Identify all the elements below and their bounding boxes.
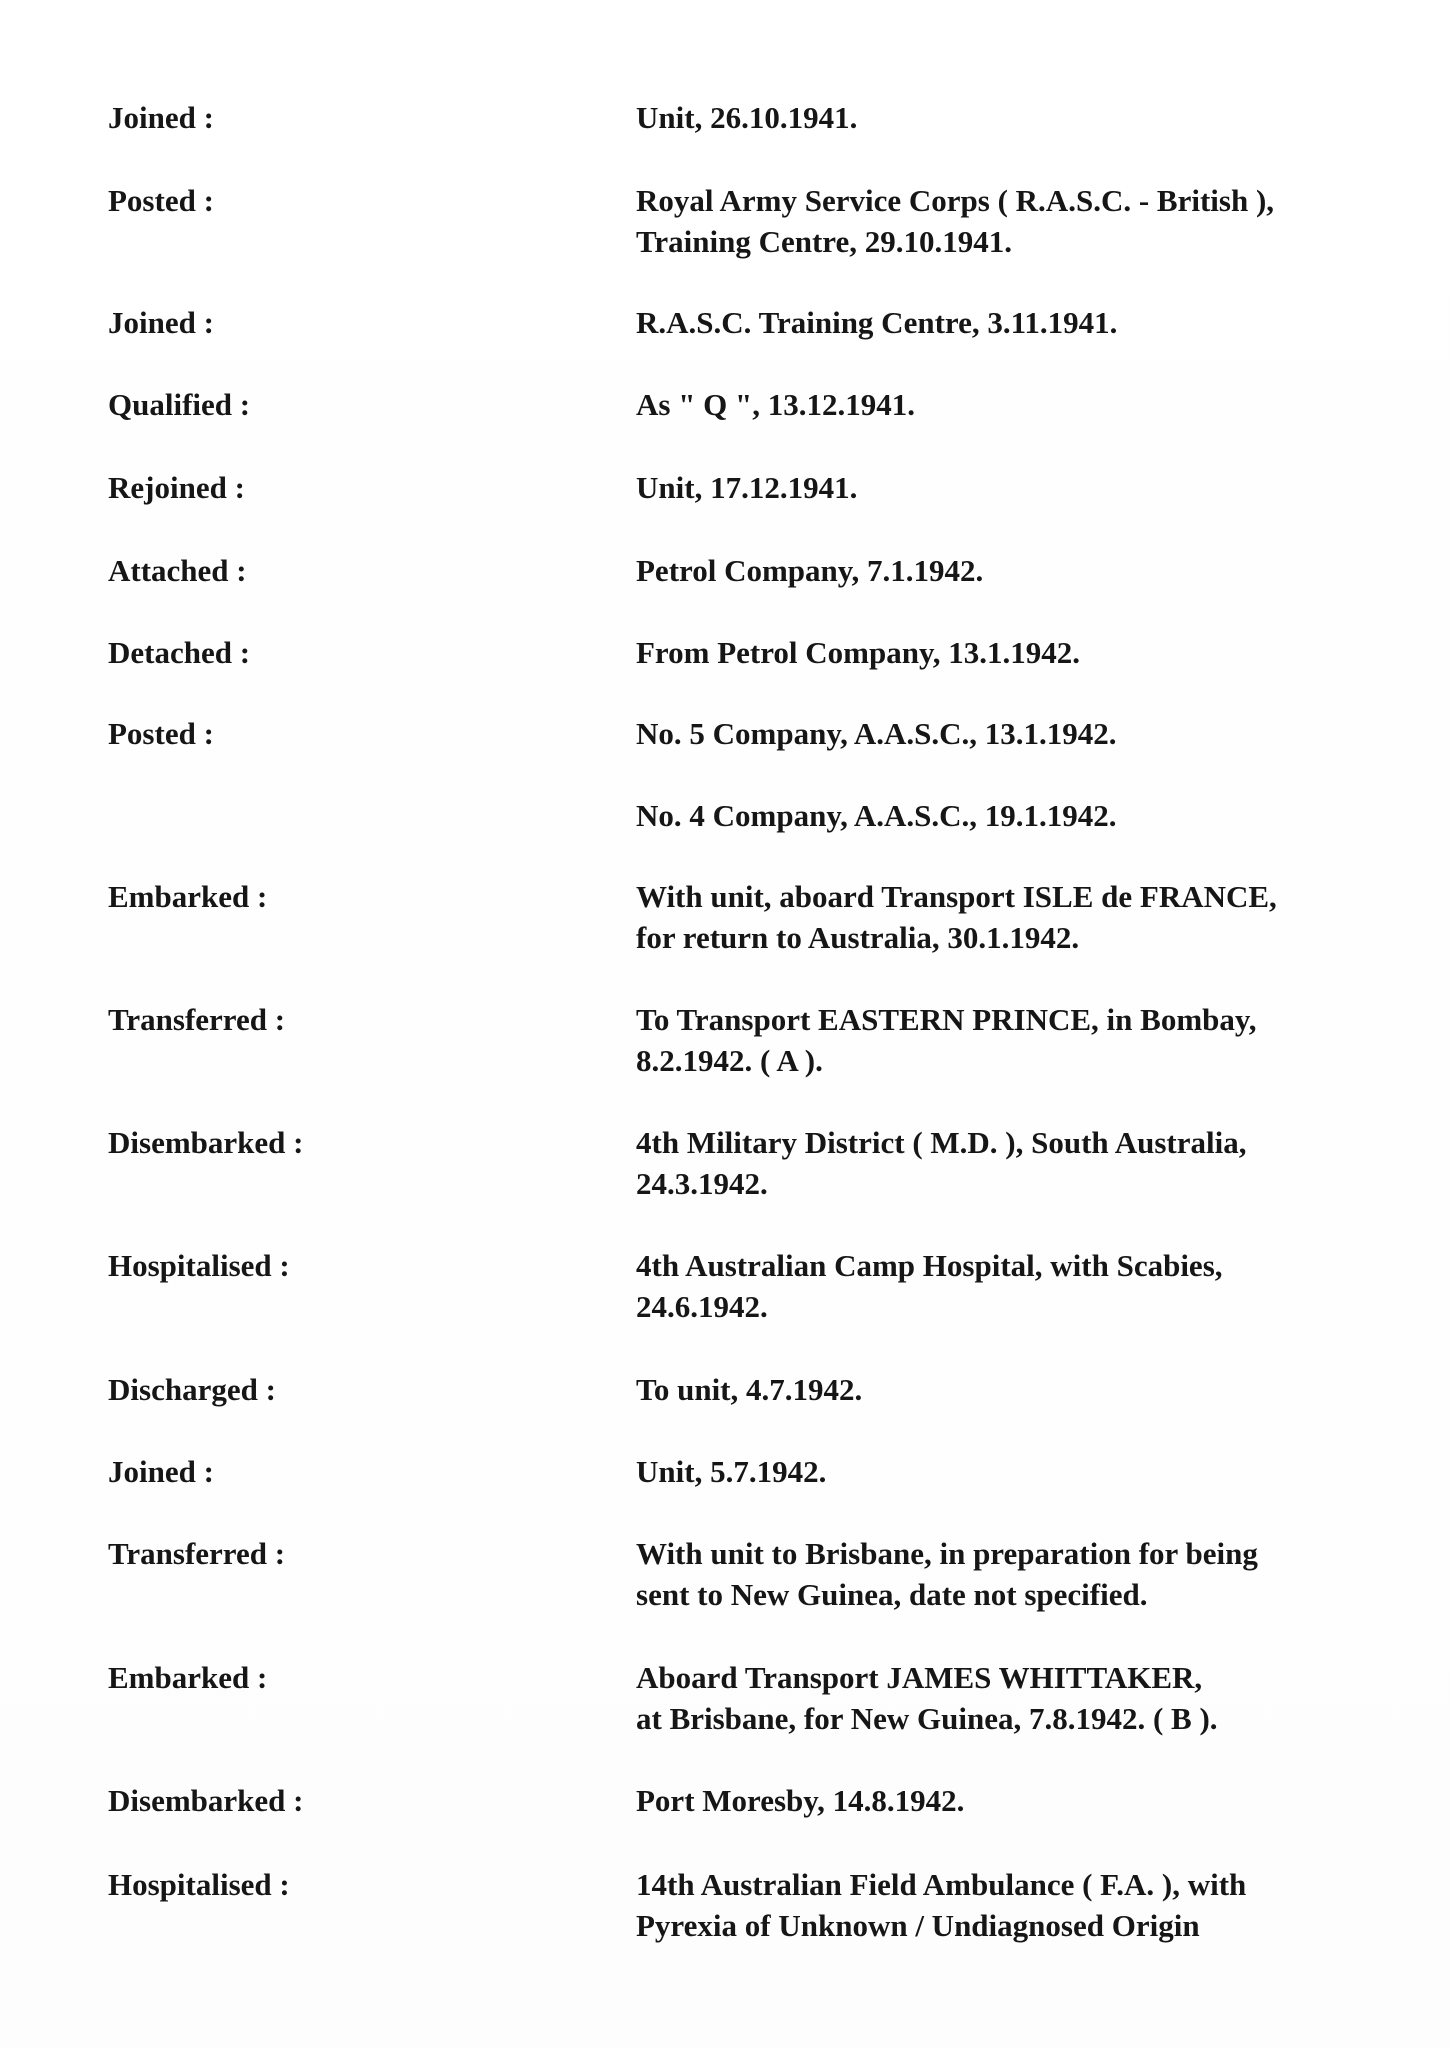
entry-value [636,1451,1396,1492]
entry-value-line: To unit, 4.7.1942. [636,1372,863,1407]
entry-value [636,1780,1396,1821]
entry-label: Disembarked : [108,1125,304,1160]
entry-value [636,384,1396,425]
entry-value [636,876,1396,958]
entry-label: Embarked : [108,1660,268,1695]
entry-value [636,1533,1396,1615]
entry-value [636,632,1396,673]
entry-value-line: 14th Australian Field Ambulance ( F.A. ), with [636,1867,1247,1902]
entry-value-line: As " Q ", 13.12.1941. [636,387,915,422]
entry-value [636,999,1396,1081]
entry-value-line: To Transport EASTERN PRINCE, in Bombay, [636,1002,1257,1037]
entry-value [636,1657,1396,1739]
entry-label: Joined : [108,305,214,340]
entry-value [636,302,1396,343]
entry-value-line: Training Centre, 29.10.1941. [636,224,1013,259]
entry-label: Rejoined : [108,470,245,505]
entry-value [636,97,1396,138]
entry-label: Hospitalised : [108,1867,290,1902]
entry-value-line: From Petrol Company, 13.1.1942. [636,635,1081,670]
entry-value [636,1864,1396,1946]
entry-value-line: Aboard Transport JAMES WHITTAKER, [636,1660,1203,1695]
entry-label: Joined : [108,1454,214,1489]
entry-label: Posted : [108,183,214,218]
entry-value [636,1369,1396,1410]
entry-value-line: With unit to Brisbane, in preparation for being [636,1536,1258,1571]
entry-value-line: Petrol Company, 7.1.1942. [636,553,984,588]
entry-label: Hospitalised : [108,1248,290,1283]
entry-value [636,795,1396,836]
entry-label: Discharged : [108,1372,276,1407]
entry-value-line: 4th Australian Camp Hospital, with Scabies, [636,1248,1223,1283]
entry-label: Disembarked : [108,1783,304,1818]
entry-value-line: R.A.S.C. Training Centre, 3.11.1941. [636,305,1118,340]
entry-label: Posted : [108,716,214,751]
entry-value [636,1122,1396,1204]
entry-value [636,713,1396,754]
entry-value-line: 24.3.1942. [636,1166,768,1201]
entry-label: Embarked : [108,879,268,914]
entry-value-line: 24.6.1942. [636,1289,768,1324]
entry-label: Detached : [108,635,251,670]
entry-value-line: Pyrexia of Unknown / Undiagnosed Origin [636,1908,1200,1943]
entry-label: Transferred : [108,1536,286,1571]
entry-value-line: Unit, 5.7.1942. [636,1454,827,1489]
entry-label: Qualified : [108,387,251,422]
entry-value [636,467,1396,508]
entry-value [636,1245,1396,1327]
entry-label: Transferred : [108,1002,286,1037]
entry-value-line: sent to New Guinea, date not specified. [636,1577,1148,1612]
entry-value-line: Unit, 17.12.1941. [636,470,858,505]
entry-value-line: 4th Military District ( M.D. ), South Australia, [636,1125,1247,1160]
entry-value-line: Port Moresby, 14.8.1942. [636,1783,965,1818]
entry-value-line: No. 5 Company, A.A.S.C., 13.1.1942. [636,716,1117,751]
entry-value-line: at Brisbane, for New Guinea, 7.8.1942. ( B ). [636,1701,1218,1736]
entry-value [636,550,1396,591]
entry-label: Joined : [108,100,214,135]
entry-value-line: Royal Army Service Corps ( R.A.S.C. - British ), [636,183,1275,218]
entry-value-line: No. 4 Company, A.A.S.C., 19.1.1942. [636,798,1117,833]
entry-value-line: Unit, 26.10.1941. [636,100,858,135]
entry-value [636,180,1396,262]
entry-value-line: 8.2.1942. ( A ). [636,1043,823,1078]
entry-label: Attached : [108,553,247,588]
entry-value-line: for return to Australia, 30.1.1942. [636,920,1080,955]
entry-value-line: With unit, aboard Transport ISLE de FRANCE, [636,879,1277,914]
